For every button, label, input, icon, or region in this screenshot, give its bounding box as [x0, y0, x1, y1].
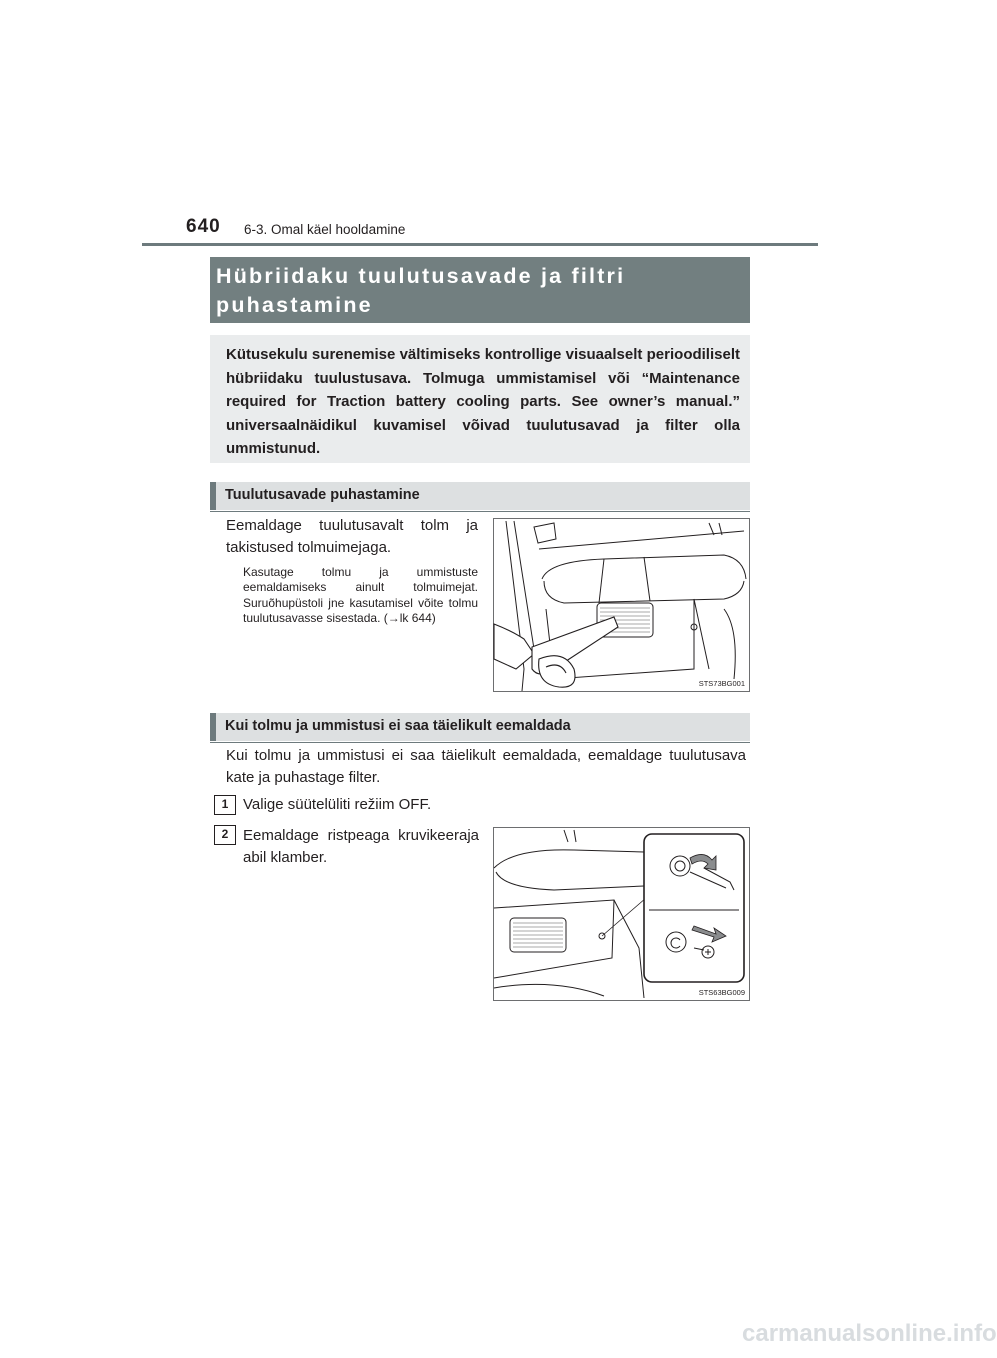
step-number-1: 1	[214, 795, 236, 815]
step-number-2: 2	[214, 825, 236, 845]
page-number: 640	[186, 216, 221, 237]
page-title: Hübriidaku tuulutusavade ja filtri puhastamine	[216, 264, 626, 317]
subheading-vent-cleaning	[210, 482, 750, 510]
section-label: 6-3. Omal käel hooldamine	[244, 222, 406, 237]
step-2-text: Eemaldage ristpeaga kruvikeeraja abil klamber.	[243, 827, 479, 866]
subheading-label: Tuulutusavade puhastamine	[225, 487, 420, 503]
subheading-label: Kui tolmu ja ummistusi ei saa täielikult eemaldada	[225, 718, 571, 734]
subheading-not-removable	[210, 713, 750, 741]
vacuum-vent-illustration	[494, 519, 751, 693]
figure-remove-clip	[493, 827, 750, 1001]
header-rule	[142, 243, 818, 246]
not-removable-paragraph: Kui tolmu ja ummistusi ei saa täielikult eemaldada, eemaldage tuulutusava kate ja puhastage filter.	[226, 747, 746, 786]
intro-text: Kütusekulu surenemise vältimiseks kontrollige visuaalselt perioodiliselt hübriidaku tuulustusava. Tolmuga ummistamisel või “Maintenance required for Traction battery cooling parts. See owner’s manual.” universaalnäidikul kuvamisel võivad tuulutusavad ja filter olla ummistunud.	[226, 346, 740, 457]
subheading-rule	[210, 742, 750, 744]
remove-clip-illustration	[494, 828, 751, 1002]
figure-vacuum-vent	[493, 518, 750, 692]
subheading-bar	[210, 713, 216, 741]
vent-cleaning-note: Kasutage tolmu ja ummistuste eemaldamiseks ainult tolmuimejat. Suruõhupüstoli jne kasutamisel võite tolmu tuulutusavasse sisestada. (→lk 644)	[243, 565, 478, 626]
watermark: carmanualsonline.info	[742, 1320, 997, 1347]
step-1-text: Valige süütelüliti režiim OFF.	[243, 796, 432, 813]
figure-code: STS73BG001	[698, 679, 745, 688]
subheading-rule	[210, 511, 750, 513]
subheading-bar	[210, 482, 216, 510]
figure-code: STS63BG009	[698, 988, 745, 997]
vent-cleaning-paragraph: Eemaldage tuulutusavalt tolm ja takistused tolmuimejaga.	[226, 517, 478, 556]
